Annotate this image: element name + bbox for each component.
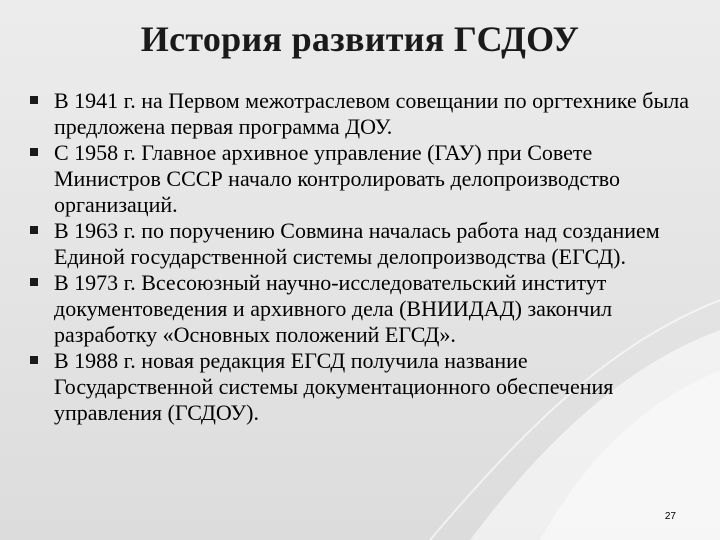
item-year: В 1988 г.	[54, 348, 136, 373]
item-text: на Первом межотраслевом совещании по оргтехнике была предложена первая программа ДОУ.	[54, 88, 689, 139]
bullet-list	[30, 88, 690, 426]
item-year: В 1973 г.	[54, 270, 136, 295]
item-text: по поручению Совмина началась работа над созданием Единой государственной системы делопроизводства (ЕГСД).	[54, 218, 660, 269]
square-bullet-icon	[30, 96, 38, 104]
item-year: В 1941 г.	[54, 88, 136, 113]
item-text: Всесоюзный научно-исследовательский институт документоведения и архивного дела (ВНИИДАД) закончил разработку «Основных положений ЕГСД».	[54, 270, 613, 347]
square-bullet-icon	[30, 148, 38, 156]
square-bullet-icon	[30, 278, 38, 286]
item-year: С 1958 г.	[54, 140, 136, 165]
square-bullet-icon	[30, 226, 38, 234]
bullet-item-5	[30, 348, 690, 426]
bullet-item-4	[30, 270, 690, 348]
bullet-item-2	[30, 140, 690, 218]
item-text: Главное архивное управление (ГАУ) при Совете Министров СССР начало контролировать делопроизводство организаций.	[54, 140, 621, 217]
item-text: новая редакция ЕГСД получила название Государственной системы документационного обеспечения управления (ГСДОУ).	[54, 348, 614, 425]
bullet-item-3	[30, 218, 690, 270]
square-bullet-icon	[30, 356, 38, 364]
bullet-item-1	[30, 88, 690, 140]
item-year: В 1963 г.	[54, 218, 136, 243]
page-number: 27	[664, 511, 676, 522]
slide-title: История развития ГСДОУ	[140, 19, 580, 59]
